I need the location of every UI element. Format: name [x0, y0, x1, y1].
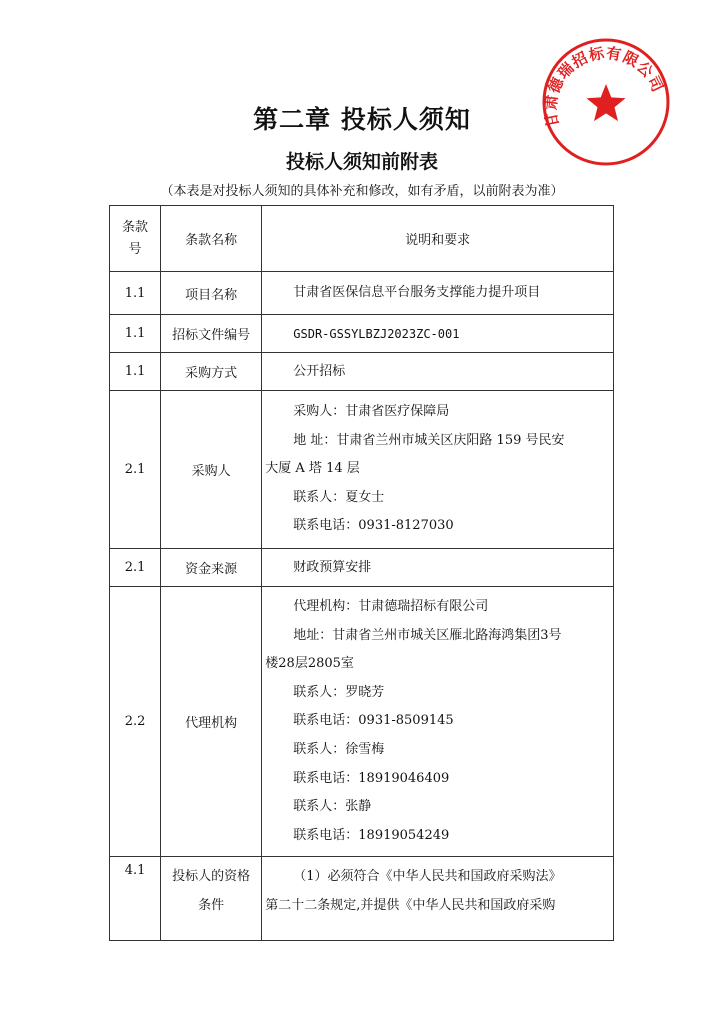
clause-name-line: 条件	[198, 897, 225, 913]
table-row	[110, 391, 614, 549]
phone-line: 联系电话：18919046409	[293, 770, 450, 786]
clause-no: 1.1	[110, 315, 161, 353]
clause-value: GSDR-GSSYLBZJ2023ZC-001	[262, 315, 614, 353]
bidder-instructions-table	[109, 205, 614, 941]
address-line: 地 址：甘肃省兰州市城关区庆阳路 159 号民安	[293, 432, 565, 448]
table-row	[110, 353, 614, 391]
requirement-line: （1）必须符合《中华人民共和国政府采购法》	[293, 869, 562, 885]
contact-line: 联系人：张静	[293, 799, 372, 815]
table-row	[110, 315, 614, 353]
clause-no: 4.1	[110, 857, 161, 941]
table-title: 投标人须知前附表	[285, 151, 438, 173]
clause-name-line: 投标人的资格	[172, 869, 251, 885]
address-line: 地址：甘肃省兰州市城关区雁北路海鸿集团3号	[293, 627, 562, 643]
contact-line: 联系人：夏女士	[293, 489, 385, 505]
table-row	[110, 272, 614, 315]
purchaser-line: 采购人：甘肃省医疗保障局	[293, 404, 450, 420]
clause-name: 项目名称	[161, 272, 262, 315]
clause-name: 招标文件编号	[161, 315, 262, 353]
contact-line: 联系人：徐雪梅	[293, 741, 385, 757]
requirement-line-cont: 第二十二条规定,并提供《中华人民共和国政府采购	[265, 897, 556, 913]
table-row	[110, 549, 614, 587]
svg-text:甘肃德瑞招标有限公司: 甘肃德瑞招标有限公司	[541, 43, 668, 130]
clause-value: 甘肃省医保信息平台服务支撑能力提升项目	[262, 272, 614, 315]
chapter-title: 第二章 投标人须知	[253, 105, 471, 134]
address-line-cont: 大厦 A 塔 14 层	[265, 461, 360, 477]
header-description: 说明和要求	[262, 206, 614, 272]
header-clause-no-text: 条款号	[122, 219, 149, 257]
clause-name: 资金来源	[161, 549, 262, 587]
clause-value	[262, 587, 614, 857]
clause-name	[161, 857, 262, 941]
header-clause-no	[110, 206, 161, 272]
clause-value: 财政预算安排	[262, 549, 614, 587]
clause-value	[262, 391, 614, 549]
clause-value: 公开招标	[262, 353, 614, 391]
clause-no: 1.1	[110, 353, 161, 391]
clause-name: 采购人	[161, 391, 262, 549]
phone-line: 联系电话：18919054249	[293, 827, 450, 843]
clause-name: 代理机构	[161, 587, 262, 857]
clause-value	[262, 857, 614, 941]
table-row	[110, 587, 614, 857]
clause-no: 1.1	[110, 272, 161, 315]
phone-line: 联系电话：0931-8127030	[293, 518, 454, 534]
address-line-cont: 楼28层2805室	[265, 656, 354, 672]
clause-name: 采购方式	[161, 353, 262, 391]
clause-no: 2.2	[110, 587, 161, 857]
table-header-row	[110, 206, 614, 272]
table-note: （本表是对投标人须知的具体补充和修改，如有矛盾，以前附表为准）	[160, 184, 564, 199]
contact-line: 联系人：罗晓芳	[293, 684, 385, 700]
clause-no: 2.1	[110, 549, 161, 587]
table-row	[110, 857, 614, 941]
header-clause-name: 条款名称	[161, 206, 262, 272]
phone-line: 联系电话：0931-8509145	[293, 713, 454, 729]
clause-no: 2.1	[110, 391, 161, 549]
agency-line: 代理机构：甘肃德瑞招标有限公司	[293, 599, 489, 614]
